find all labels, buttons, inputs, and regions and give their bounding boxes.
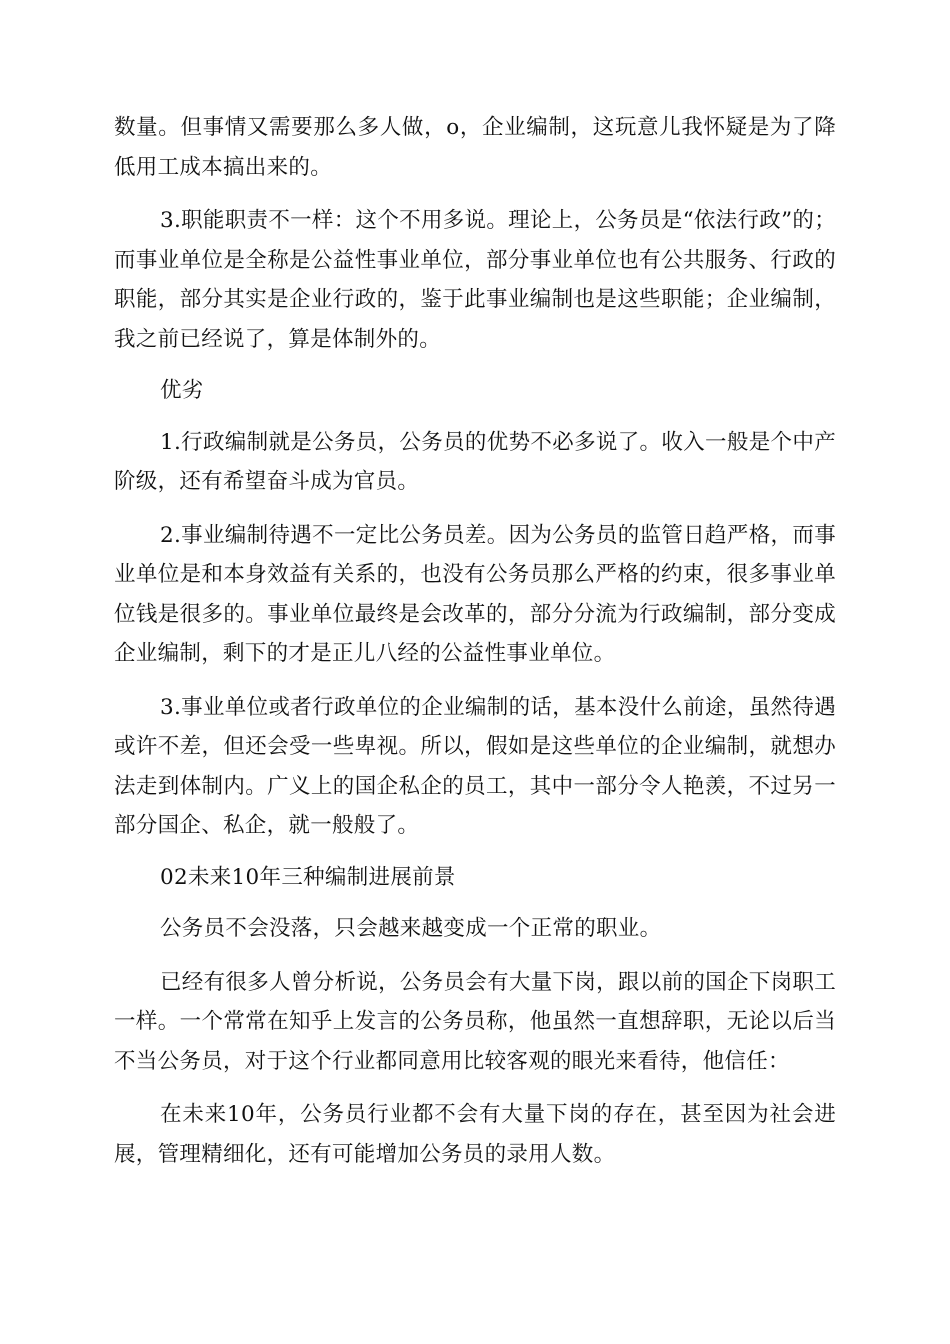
paragraph-point-2: 2.事业编制待遇不一定比公务员差。因为公务员的监管日趋严格，而事业单位是和本身效益有关系的，也没有公务员那么严格的约束，很多事业单位钱是很多的。事业单位最终是会改革的，部分分流为行政编制，部分变成企业编制，剩下的才是正儿八经的公益性事业单位。: [114, 522, 836, 666]
paragraph-future-10-years: 在未来10年，公务员行业都不会有大量下岗的存在，甚至因为社会进展，管理精细化，还有可能增加公务员的录用人数。: [114, 1102, 836, 1167]
paragraph-point-1: 1.行政编制就是公务员，公务员的优势不必多说了。收入一般是个中产阶级，还有希望奋斗成为官员。: [114, 429, 836, 494]
document-page: [114, 108, 836, 1174]
section-heading-pros-cons: 优劣: [160, 378, 204, 403]
paragraph-civil-servant-stable: 公务员不会没落，只会越来越变成一个正常的职业。: [160, 916, 662, 941]
section-heading-outlook: 02未来10年三种编制进展前景: [160, 864, 456, 890]
paragraph-continuation: 数量。但事情又需要那么多人做，o，企业编制，这玩意儿我怀疑是为了降低用工成本搞出来的。: [114, 115, 836, 180]
paragraph-analysis: 已经有很多人曾分析说，公务员会有大量下岗，跟以前的国企下岗职工一样。一个常常在知乎上发言的公务员称，他虽然一直想辞职，无论以后当不当公务员，对于这个行业都同意用比较客观的眼光来看待，他信任：: [114, 969, 836, 1074]
paragraph-point-3: 3.事业单位或者行政单位的企业编制的话，基本没什么前途，虽然待遇或许不差，但还会受一些卑视。所以，假如是这些单位的企业编制，就想办法走到体制内。广义上的国企私企的员工，其中一部分令人艳羡，不过另一部分国企、私企，就一般般了。: [114, 694, 836, 838]
paragraph-duties: 3.职能职责不一样：这个不用多说。理论上，公务员是“依法行政”的；而事业单位是全称是公益性事业单位，部分事业单位也有公共服务、行政的职能，部分其实是企业行政的，鉴于此事业编制也是这些职能；企业编制，我之前已经说了，算是体制外的。: [114, 208, 836, 352]
